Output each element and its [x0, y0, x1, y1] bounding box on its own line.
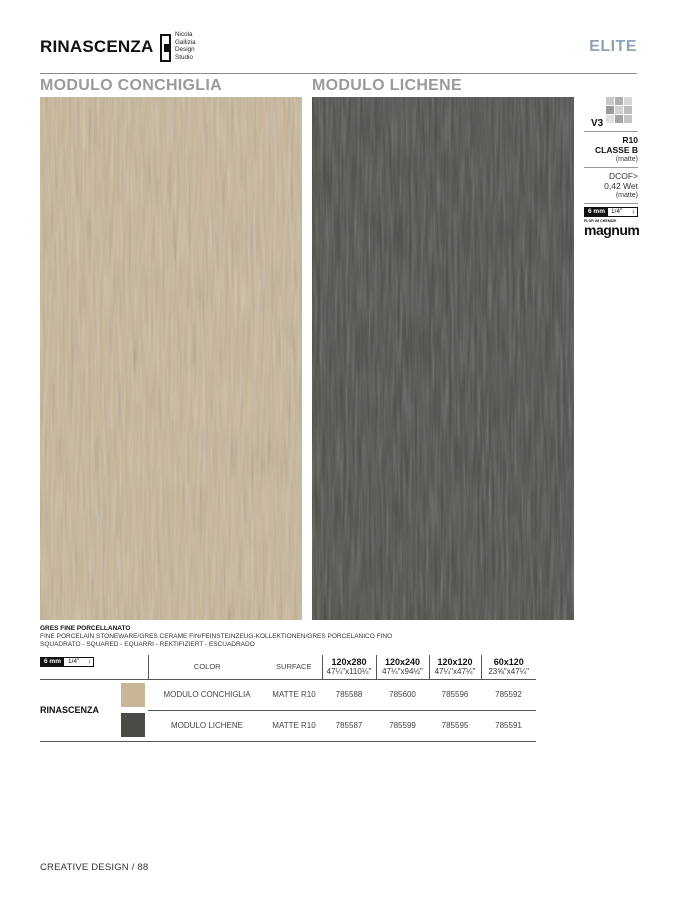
color-name: MODULO LICHENE	[148, 710, 266, 741]
product-code: 785600	[376, 679, 429, 710]
product-code: 785587	[322, 710, 376, 741]
surface: MATTE R10	[266, 679, 322, 710]
dcof-label: DCOF>	[608, 171, 638, 181]
surface: MATTE R10	[266, 710, 322, 741]
tile-texture-conchiglia	[40, 97, 302, 620]
material-line-2: SQUADRATO - SQUARED - EQUARRI - REKTIFIZIERT - ESCUADRADO	[40, 641, 255, 648]
designer-logo	[160, 31, 204, 65]
product-code: 785588	[322, 679, 376, 710]
size-in: 47¼"x94½"	[382, 666, 423, 676]
product-code: 785591	[481, 710, 536, 741]
shade-code: V3	[591, 118, 604, 129]
product-code: 785595	[429, 710, 481, 741]
sidebar-divider	[584, 167, 638, 168]
designer-line: Gallizia	[175, 38, 196, 46]
thickness-badge	[584, 207, 638, 217]
thickness-in: 1/4"	[611, 208, 623, 215]
slip-finish: (matte)	[615, 156, 638, 163]
size-cm: 60x120	[493, 656, 524, 667]
dcof-value: 0,42 Wet	[604, 180, 638, 191]
tile-image-conchiglia	[40, 97, 302, 620]
designer-line: Studio	[175, 53, 193, 61]
thickness-badge	[40, 657, 94, 667]
product-code: 785596	[429, 679, 481, 710]
color-swatch-conchiglia	[121, 683, 145, 707]
designer-logo-text	[175, 31, 196, 61]
color-name: MODULO CONCHIGLIA	[148, 679, 266, 710]
designer-line: Design	[175, 46, 195, 54]
slip-rating: R10	[622, 135, 638, 145]
size-in: 47¼"x47¼"	[434, 666, 476, 676]
size-in: 47¼"x110¼"	[326, 666, 372, 676]
table-header	[40, 655, 536, 679]
thickness-mm: 6 mm	[585, 208, 608, 216]
spec-table	[40, 655, 536, 742]
material-description	[40, 625, 392, 649]
thickness-arrow-icon: ↕	[631, 208, 635, 215]
header-divider	[40, 73, 637, 74]
panel-title-conchiglia: MODULO CONCHIGLIA	[40, 77, 222, 94]
series-cell: RINASCENZA	[40, 679, 118, 741]
material-title: GRES FINE PORCELLANATO	[40, 625, 131, 632]
shade-variation-icon	[584, 97, 638, 129]
sidebar-divider	[584, 203, 638, 204]
material-line-1: FINE PORCELAIN STONEWARE/GRES CERAME FIN/FEINSTEINZEUG-KOLLEKTIONEN/GRES PORCELANICO FINO	[40, 633, 393, 640]
size-cm: 120x280	[331, 656, 367, 667]
dcof-block	[604, 172, 638, 201]
panel-title-lichene: MODULO LICHENE	[312, 77, 462, 94]
col-size	[481, 655, 536, 679]
slip-rating-block	[595, 136, 638, 165]
col-color: COLOR	[148, 655, 266, 679]
col-size	[429, 655, 481, 679]
product-code: 785592	[481, 679, 536, 710]
dcof-finish: (matte)	[615, 192, 638, 199]
thickness-arrow-icon: ↕	[87, 658, 91, 665]
table-header-badge-cell	[40, 655, 148, 679]
col-surface: SURFACE	[266, 655, 322, 679]
thickness-in: 1/4"	[68, 658, 80, 665]
page-footer: CREATIVE DESIGN / 88	[40, 862, 149, 873]
magnum-tagline: FLOR IM CHEMIZE	[584, 219, 617, 223]
color-swatch-lichene	[121, 713, 145, 737]
tile-texture-lichene	[312, 97, 574, 620]
col-size	[376, 655, 429, 679]
size-cm: 120x120	[437, 656, 473, 667]
collection-name: ELITE	[589, 38, 637, 55]
magnum-logo: magnum	[584, 222, 640, 238]
designer-logo-mark	[160, 34, 171, 62]
swatch-cell	[118, 710, 148, 741]
designer-line: Nicola	[175, 31, 193, 38]
thickness-mm: 6 mm	[41, 658, 64, 666]
product-code: 785599	[376, 710, 429, 741]
col-size	[322, 655, 376, 679]
series-title: RINASCENZA	[40, 37, 154, 56]
size-cm: 120x240	[384, 656, 421, 667]
swatch-cell	[118, 679, 148, 710]
size-in: 23⅝"x47¼"	[488, 666, 530, 676]
slip-class: CLASSE B	[595, 144, 638, 155]
sidebar-divider	[584, 131, 638, 132]
table-row	[40, 679, 536, 710]
tile-image-lichene	[312, 97, 574, 620]
